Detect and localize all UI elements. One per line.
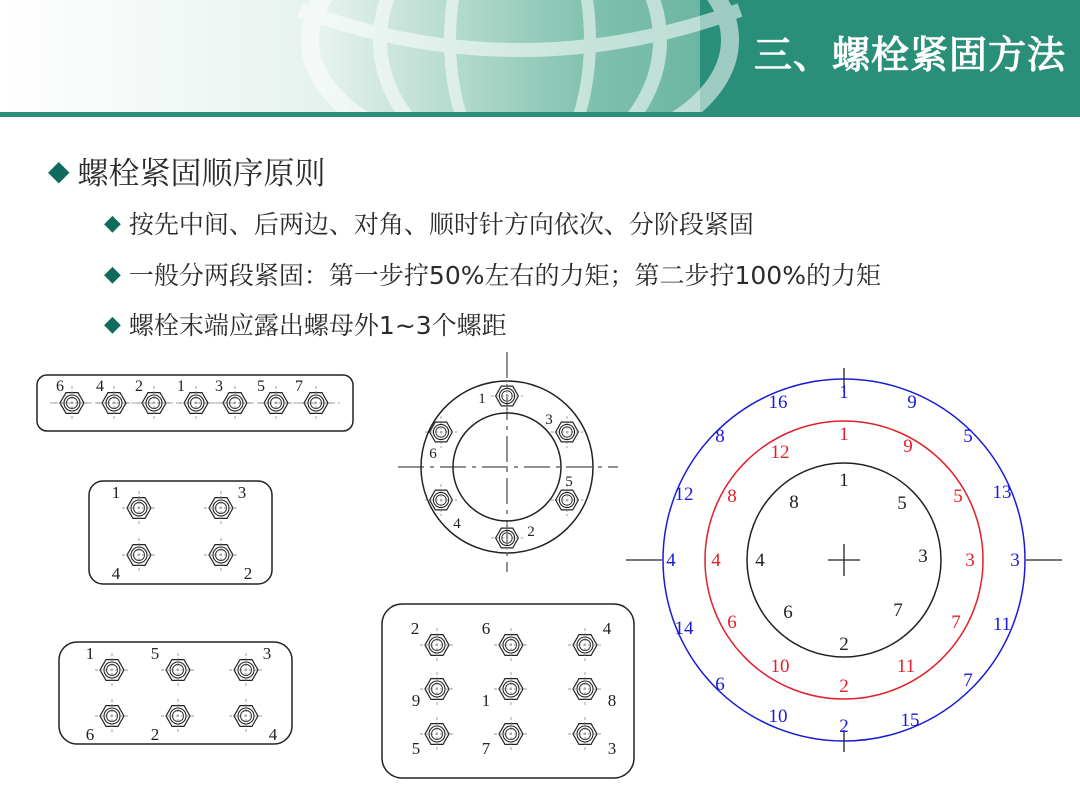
- grid6-flange-figure: [59, 642, 292, 744]
- bolt-number-label: 5: [411, 739, 421, 758]
- bolt-number-label: 8: [607, 691, 617, 710]
- bolt-number-label: 6: [429, 446, 437, 462]
- bolt-nut-icon: [122, 491, 156, 525]
- sub-bullet-text: 螺栓末端应露出螺母外1~3个螺距: [128, 311, 507, 340]
- bolt-number-label: 8: [715, 426, 725, 447]
- bolt-nut-icon: [568, 672, 602, 706]
- bolt-nut-icon: [218, 386, 252, 420]
- bolt-number-label: 5: [565, 474, 573, 490]
- bolt-number-label: 3: [918, 546, 928, 567]
- bolt-nut-icon: [420, 628, 454, 662]
- bolt-number-label: 4: [602, 619, 612, 638]
- bolt-nut-icon: [161, 699, 195, 733]
- bolt-nut-icon: [95, 653, 129, 687]
- bolt-number-label: 13: [992, 482, 1012, 503]
- round-flange-figure: [398, 352, 618, 572]
- bolt-number-label: 16: [768, 392, 788, 413]
- diamond-bullet-icon: ◆: [104, 311, 121, 337]
- bolt-number-label: 2: [410, 619, 420, 638]
- bolt-number-label: 5: [953, 486, 963, 507]
- bolt-number-label: 5: [963, 426, 973, 447]
- diamond-bullet-icon: ◆: [104, 261, 121, 287]
- bolt-number-label: 1: [839, 470, 849, 491]
- bolt-number-label: 6: [715, 674, 725, 695]
- bolt-nut-icon: [420, 717, 454, 751]
- bolt-number-label: 4: [711, 550, 721, 571]
- bolt-nut-icon: [494, 717, 528, 751]
- bolt-nut-icon: [568, 628, 602, 662]
- bolt-number-label: 15: [900, 710, 920, 731]
- bolt-number-label: 4: [453, 516, 461, 532]
- bolt-nut-icon: [425, 416, 457, 448]
- bolt-nut-icon: [204, 491, 238, 525]
- bolt-number-label: 2: [839, 676, 849, 697]
- bolt-number-label: 3: [965, 550, 975, 571]
- bolt-number-label: 1: [85, 644, 95, 663]
- bolt-number-label: 8: [789, 492, 799, 513]
- bolt-nut-icon: [204, 538, 238, 572]
- bolt-nut-icon: [425, 484, 457, 516]
- bolt-number-label: 10: [770, 656, 790, 677]
- bolt-number-label: 3: [545, 412, 553, 428]
- header-rule: [0, 112, 1080, 117]
- bolt-number-label: 5: [257, 378, 265, 395]
- bolt-number-label: 5: [897, 493, 907, 514]
- bolt-nut-icon: [420, 672, 454, 706]
- sub-bullet-2: [104, 256, 881, 292]
- bolt-number-label: 3: [215, 378, 223, 395]
- bolt-number-label: 2: [150, 725, 160, 744]
- bolt-number-label: 6: [85, 725, 95, 744]
- bolt-number-label: 11: [992, 614, 1012, 635]
- row7-flange-figure: [37, 375, 353, 431]
- main-bullet-text: 螺栓紧固顺序原则: [77, 156, 326, 192]
- bolt-number-label: 6: [481, 619, 491, 638]
- bolt-number-label: 1: [839, 424, 849, 445]
- bolt-number-label: 9: [903, 436, 913, 457]
- bolt-nut-icon: [568, 717, 602, 751]
- bolt-number-label: 7: [893, 600, 903, 621]
- bolt-sequence-figures: [0, 340, 1080, 810]
- slide-title: 三、螺栓紧固方法: [753, 33, 1066, 77]
- bolt-number-label: 2: [243, 564, 253, 583]
- bolt-number-label: 7: [963, 670, 973, 691]
- bolt-number-label: 2: [839, 634, 849, 655]
- bolt-number-label: 8: [727, 486, 737, 507]
- bolt-number-label: 4: [111, 564, 121, 583]
- bolt-number-label: 3: [262, 644, 272, 663]
- bolt-nut-icon: [161, 653, 195, 687]
- grid4-flange-figure: [89, 481, 272, 584]
- bolt-number-label: 3: [607, 739, 617, 758]
- bolt-number-label: 7: [481, 739, 491, 758]
- bolt-number-label: 7: [951, 612, 961, 633]
- bolt-number-label: 3: [1010, 550, 1020, 571]
- bolt-number-label: 12: [674, 484, 694, 505]
- bolt-number-label: 4: [666, 550, 676, 571]
- bolt-nut-icon: [229, 653, 263, 687]
- bolt-nut-icon: [229, 699, 263, 733]
- bolt-number-label: 9: [411, 691, 421, 710]
- bolt-number-label: 4: [755, 550, 765, 571]
- sub-bullet-1: [104, 205, 754, 241]
- bolt-number-label: 6: [727, 612, 737, 633]
- grid9-flange-figure: [382, 604, 634, 778]
- bolt-nut-icon: [122, 538, 156, 572]
- bolt-number-label: 1: [481, 691, 491, 710]
- bolt-number-label: 7: [295, 378, 303, 395]
- concentric-sequence-figure: [626, 368, 1062, 752]
- bolt-number-label: 6: [783, 602, 793, 623]
- main-bullet: [48, 148, 326, 193]
- bolt-number-label: 1: [177, 378, 185, 395]
- diamond-bullet-icon: ◆: [48, 154, 70, 187]
- bolt-number-label: 2: [527, 524, 535, 540]
- bolt-number-label: 4: [268, 725, 278, 744]
- bolt-number-label: 9: [907, 392, 917, 413]
- bolt-nut-icon: [95, 699, 129, 733]
- bolt-number-label: 14: [674, 618, 694, 639]
- bolt-number-label: 6: [56, 378, 64, 395]
- bolt-number-label: 1: [478, 391, 486, 407]
- bolt-number-label: 12: [770, 442, 790, 463]
- bolt-number-label: 1: [839, 382, 849, 403]
- sub-bullet-text: 一般分两段紧固：第一步拧50%左右的力矩；第二步拧100%的力矩: [128, 261, 881, 290]
- bolt-number-label: 1: [111, 483, 121, 502]
- bolt-number-label: 11: [896, 656, 916, 677]
- bolt-number-label: 10: [768, 706, 788, 727]
- bolt-number-label: 2: [839, 716, 849, 737]
- bolt-number-label: 2: [135, 378, 143, 395]
- bolt-number-label: 5: [150, 644, 160, 663]
- bolt-number-label: 4: [96, 378, 104, 395]
- diamond-bullet-icon: ◆: [104, 210, 121, 236]
- bolt-nut-icon: [299, 386, 333, 420]
- sub-bullet-text: 按先中间、后两边、对角、顺时针方向依次、分阶段紧固: [128, 210, 754, 239]
- bolt-number-label: 3: [237, 483, 247, 502]
- sub-bullet-3: [104, 306, 507, 342]
- bolt-nut-icon: [494, 628, 528, 662]
- bolt-nut-icon: [494, 672, 528, 706]
